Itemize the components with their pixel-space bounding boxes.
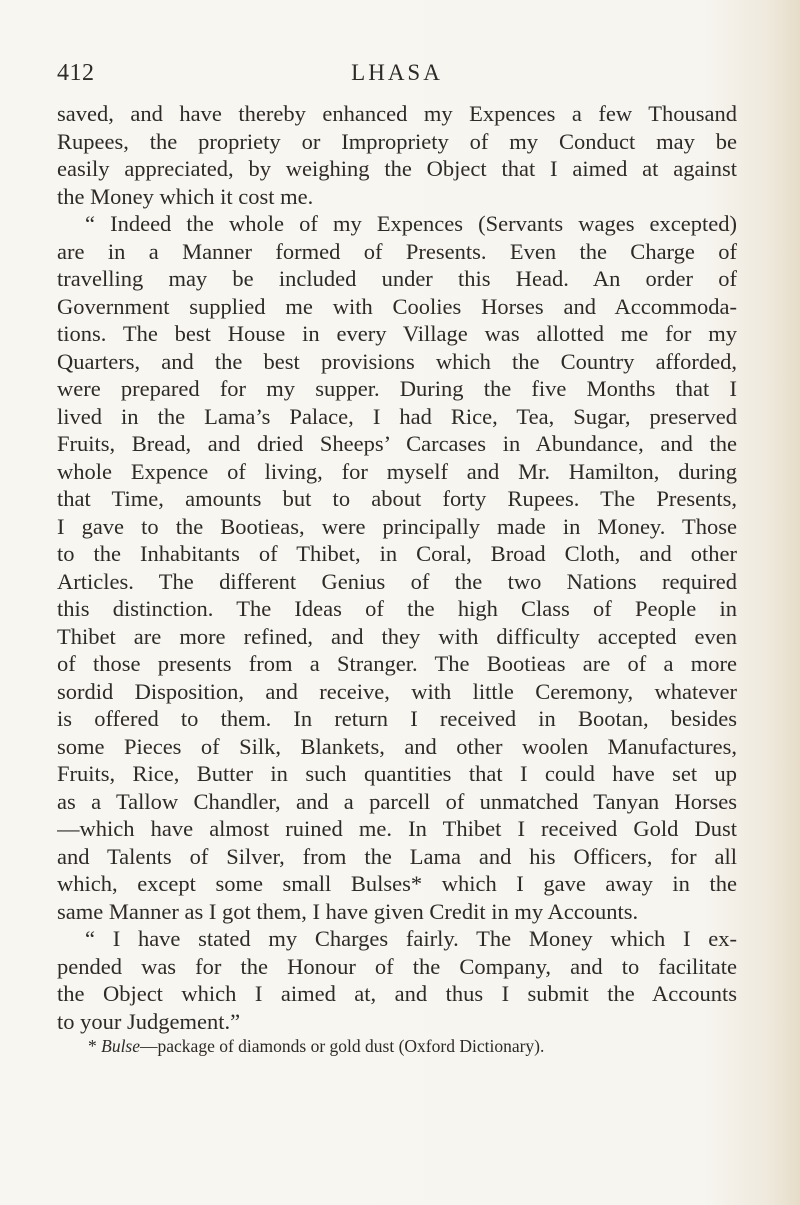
text-line: is offered to them. In return I received in Bootan, besides (57, 706, 737, 731)
footnote-definition: —package of diamonds or gold dust (Oxford Dictionary). (140, 1036, 545, 1056)
text-line: sordid Disposition, and receive, with little Ceremony, whatever (57, 678, 737, 704)
text-line: —which have almost ruined me. In Thibet I received Gold Dust (57, 816, 737, 841)
text-line: Fruits, Rice, Butter in such quantities that I could have set up (57, 761, 737, 786)
text-line: whole Expence of living, for myself and Mr. Hamilton, during (57, 458, 737, 484)
text-line: I gave to the Bootieas, were principally made in Money. Those (57, 513, 737, 539)
text-line: were prepared for my supper. During the five Months that I (57, 376, 737, 401)
footnote (88, 1036, 728, 1057)
text-line: Government supplied me with Coolies Horses and Accommoda- (57, 293, 737, 319)
text-line: Fruits, Bread, and dried Sheeps’ Carcases in Abundance, and the (57, 431, 737, 456)
text-line: pended was for the Honour of the Company, and to facilitate (57, 953, 737, 979)
text-line: are in a Manner formed of Presents. Even the Charge of (57, 238, 737, 264)
text-line: Rupees, the propriety or Impropriety of my Conduct may be (57, 128, 737, 154)
text-line: this distinction. The Ideas of the high Class of People in (57, 596, 737, 621)
text-line: saved, and have thereby enhanced my Expences a few Thousand (57, 101, 737, 126)
text-line: Quarters, and the best provisions which the Country afforded, (57, 348, 737, 374)
body-text (57, 100, 737, 1035)
text-line: Articles. The different Genius of the two Nations required (57, 568, 737, 594)
running-head (57, 60, 737, 90)
text-line: same Manner as I got them, I have given Credit in my Accounts. (57, 898, 639, 924)
text-line: travelling may be included under this Head. An order of (57, 266, 737, 291)
text-line: “ Indeed the whole of my Expences (Servants wages excepted) (85, 211, 737, 236)
page-number: 412 (57, 60, 95, 86)
running-title: LHASA (351, 60, 443, 85)
text-line: the Money which it cost me. (57, 183, 314, 209)
footnote-term: Bulse (101, 1036, 141, 1056)
text-line: lived in the Lama’s Palace, I had Rice, Tea, Sugar, preserved (57, 403, 737, 429)
text-line: of those presents from a Stranger. The Bootieas are of a more (57, 651, 737, 676)
text-line: Thibet are more refined, and they with difficulty accepted even (57, 623, 737, 649)
text-line: to your Judgement.” (57, 1008, 241, 1034)
text-line: the Object which I aimed at, and thus I submit the Accounts (57, 981, 737, 1006)
text-line: “ I have stated my Charges fairly. The Money which I ex- (85, 926, 737, 951)
text-line: that Time, amounts but to about forty Rupees. The Presents, (57, 486, 737, 511)
text-line: tions. The best House in every Village was allotted me for my (57, 321, 737, 346)
footnote-marker: * (88, 1036, 102, 1056)
text-line: easily appreciated, by weighing the Object that I aimed at against (57, 156, 737, 181)
text-line: and Talents of Silver, from the Lama and his Officers, for all (57, 843, 737, 869)
text-line: as a Tallow Chandler, and a parcell of unmatched Tanyan Horses (57, 788, 737, 814)
text-line: some Pieces of Silk, Blankets, and other woolen Manufactures, (57, 733, 737, 759)
text-line: to the Inhabitants of Thibet, in Coral, Broad Cloth, and other (57, 541, 737, 566)
text-line: which, except some small Bulses* which I gave away in the (57, 871, 737, 896)
